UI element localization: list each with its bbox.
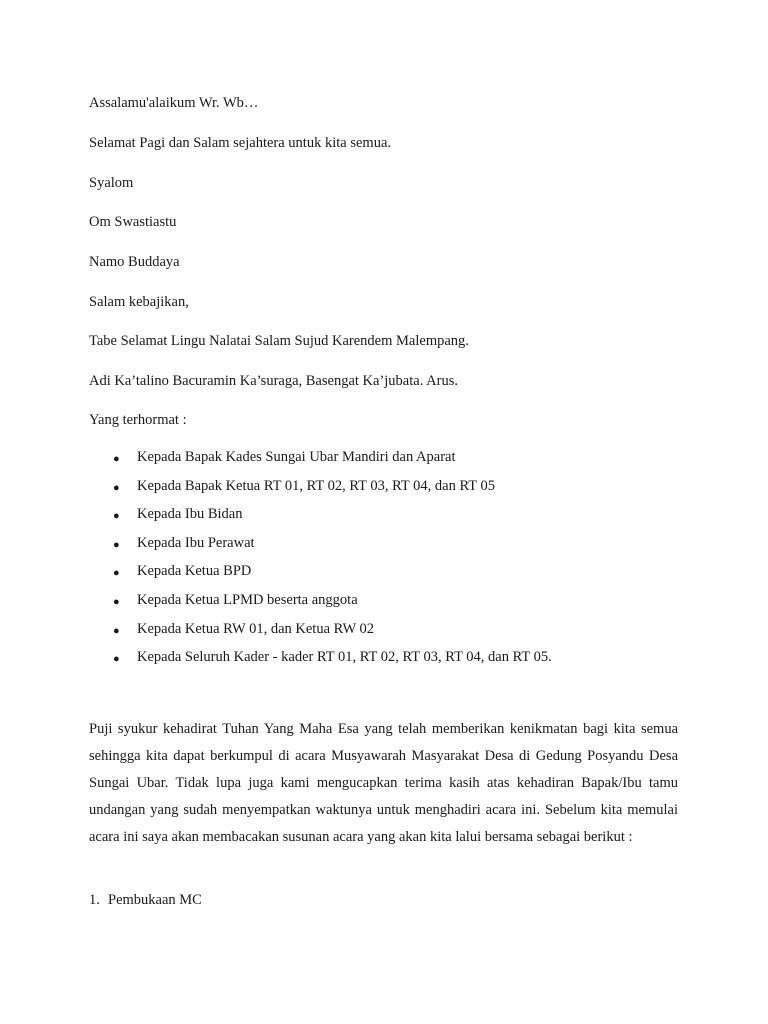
greeting-line: Adi Ka’talino Bacuramin Ka’suraga, Basengat Ka’jubata. Arus. [89, 373, 458, 389]
bullet-icon: ● [113, 653, 120, 666]
greeting-line: Assalamu'alaikum Wr. Wb… [89, 95, 259, 111]
greeting-line: Syalom [89, 175, 134, 191]
bullet-icon: ● [113, 453, 120, 465]
list-item [0, 592, 768, 621]
list-item-text: Kepada Ketua BPD [137, 563, 252, 580]
greeting-line: Namo Buddaya [89, 254, 180, 270]
list-item-text: Kepada Seluruh Kader - kader RT 01, RT 02, RT 03, RT 04, dan RT 05. [137, 649, 552, 666]
bullet-icon: ● [113, 481, 120, 494]
list-item [0, 506, 768, 535]
bullet-icon: ● [113, 567, 120, 580]
list-item-text: Kepada Bapak Kades Sungai Ubar Mandiri dan Aparat [137, 449, 456, 465]
greeting-line: Tabe Selamat Lingu Nalatai Salam Sujud Karendem Malempang. [89, 333, 469, 349]
honored-guests-list [0, 449, 768, 678]
list-item-text: Kepada Ketua LPMD beserta anggota [137, 591, 358, 608]
bullet-icon: ● [113, 538, 120, 551]
agenda-item-label: Pembukaan MC [108, 892, 202, 908]
list-item [0, 478, 768, 507]
list-item [0, 563, 768, 592]
agenda-item [89, 892, 202, 909]
greeting-line: Selamat Pagi dan Salam sejahtera untuk kita semua. [89, 135, 392, 151]
bullet-icon: ● [113, 595, 120, 608]
list-item [0, 649, 768, 678]
body-paragraph: Puji syukur kehadirat Tuhan Yang Maha Esa yang telah memberikan kenikmatan bagi kita semua sehingga kita dapat berkumpul di acara Musyawarah Masyarakat Desa di Gedung Posyandu Desa Sungai Ubar. Tidak lupa juga kami mengucapkan terima kasih atas kehadiran Bapak/Ibu tamu undangan yang sudah menyempatkan waktunya untuk menghadiri acara ini. Sebelum kita memulai acara ini saya akan membacakan susunan acara yang akan kita lalui bersama sebagai berikut : [89, 721, 678, 845]
honored-heading: Yang terhormat : [89, 412, 187, 428]
list-item-text: Kepada Ibu Bidan [137, 506, 243, 523]
agenda-item-number: 1. [89, 892, 100, 908]
bullet-icon: ● [113, 510, 120, 523]
list-item [0, 621, 768, 650]
list-item-text: Kepada Bapak Ketua RT 01, RT 02, RT 03, RT 04, dan RT 05 [137, 477, 495, 494]
agenda-list [89, 892, 202, 909]
bullet-icon: ● [113, 624, 120, 637]
greeting-line: Om Swastiastu [89, 214, 177, 230]
list-item [0, 449, 768, 478]
list-item-text: Kepada Ibu Perawat [137, 534, 255, 551]
greeting-line: Salam kebajikan, [89, 294, 189, 310]
list-item-text: Kepada Ketua RW 01, dan Ketua RW 02 [137, 620, 375, 637]
list-item [0, 535, 768, 564]
